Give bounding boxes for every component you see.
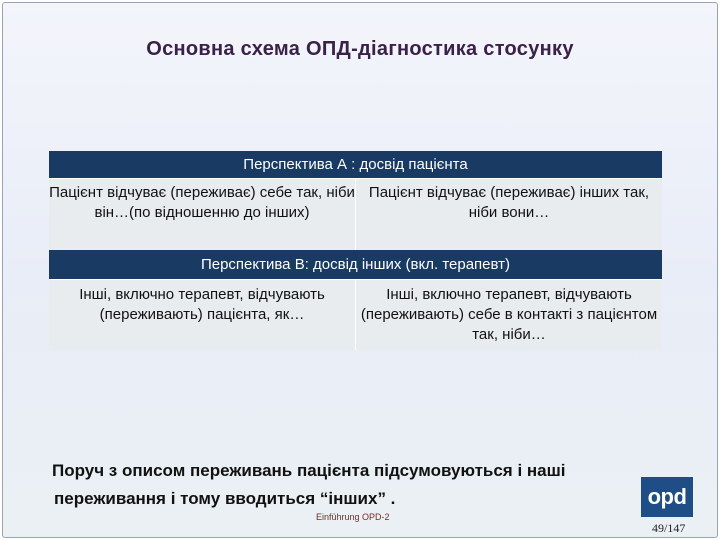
opd-logo (641, 477, 693, 517)
opd-logo-text: opd (647, 484, 687, 509)
footer-text: Einführung OPD-2 (316, 512, 390, 522)
perspective-a-row (49, 179, 662, 250)
perspective-b-left-cell: Інші, включно терапевт, відчувають (переживають) пацієнта, як… (49, 280, 356, 350)
perspective-b-right-cell: Інші, включно терапевт, відчувають (переживають) себе в контакті з пацієнтом так, ніби… (360, 286, 658, 343)
summary-note-line-2: переживання і тому вводиться “інших” . (54, 489, 396, 508)
perspective-a-left-cell: Пацієнт відчуває (переживає) себе так, ніби він…(по відношенню до інших) (49, 179, 356, 250)
page-number: 49/147 (652, 521, 686, 535)
perspective-table (49, 151, 662, 350)
slide-title: Основна схема ОПД-діагностика стосунку (146, 38, 574, 60)
perspective-a-header: Перспектива А : досвід пацієнта (49, 151, 662, 179)
summary-note-line-1: Поруч з описом переживань пацієнта підсумовуються і наші (52, 461, 566, 480)
perspective-a-right-cell: Пацієнт відчуває (переживає) інших так, ніби вони… (368, 184, 650, 221)
perspective-b-header: Перспектива В: досвід інших (вкл. терапевт) (49, 250, 662, 280)
perspective-b-row (49, 280, 662, 350)
summary-note (52, 457, 566, 513)
